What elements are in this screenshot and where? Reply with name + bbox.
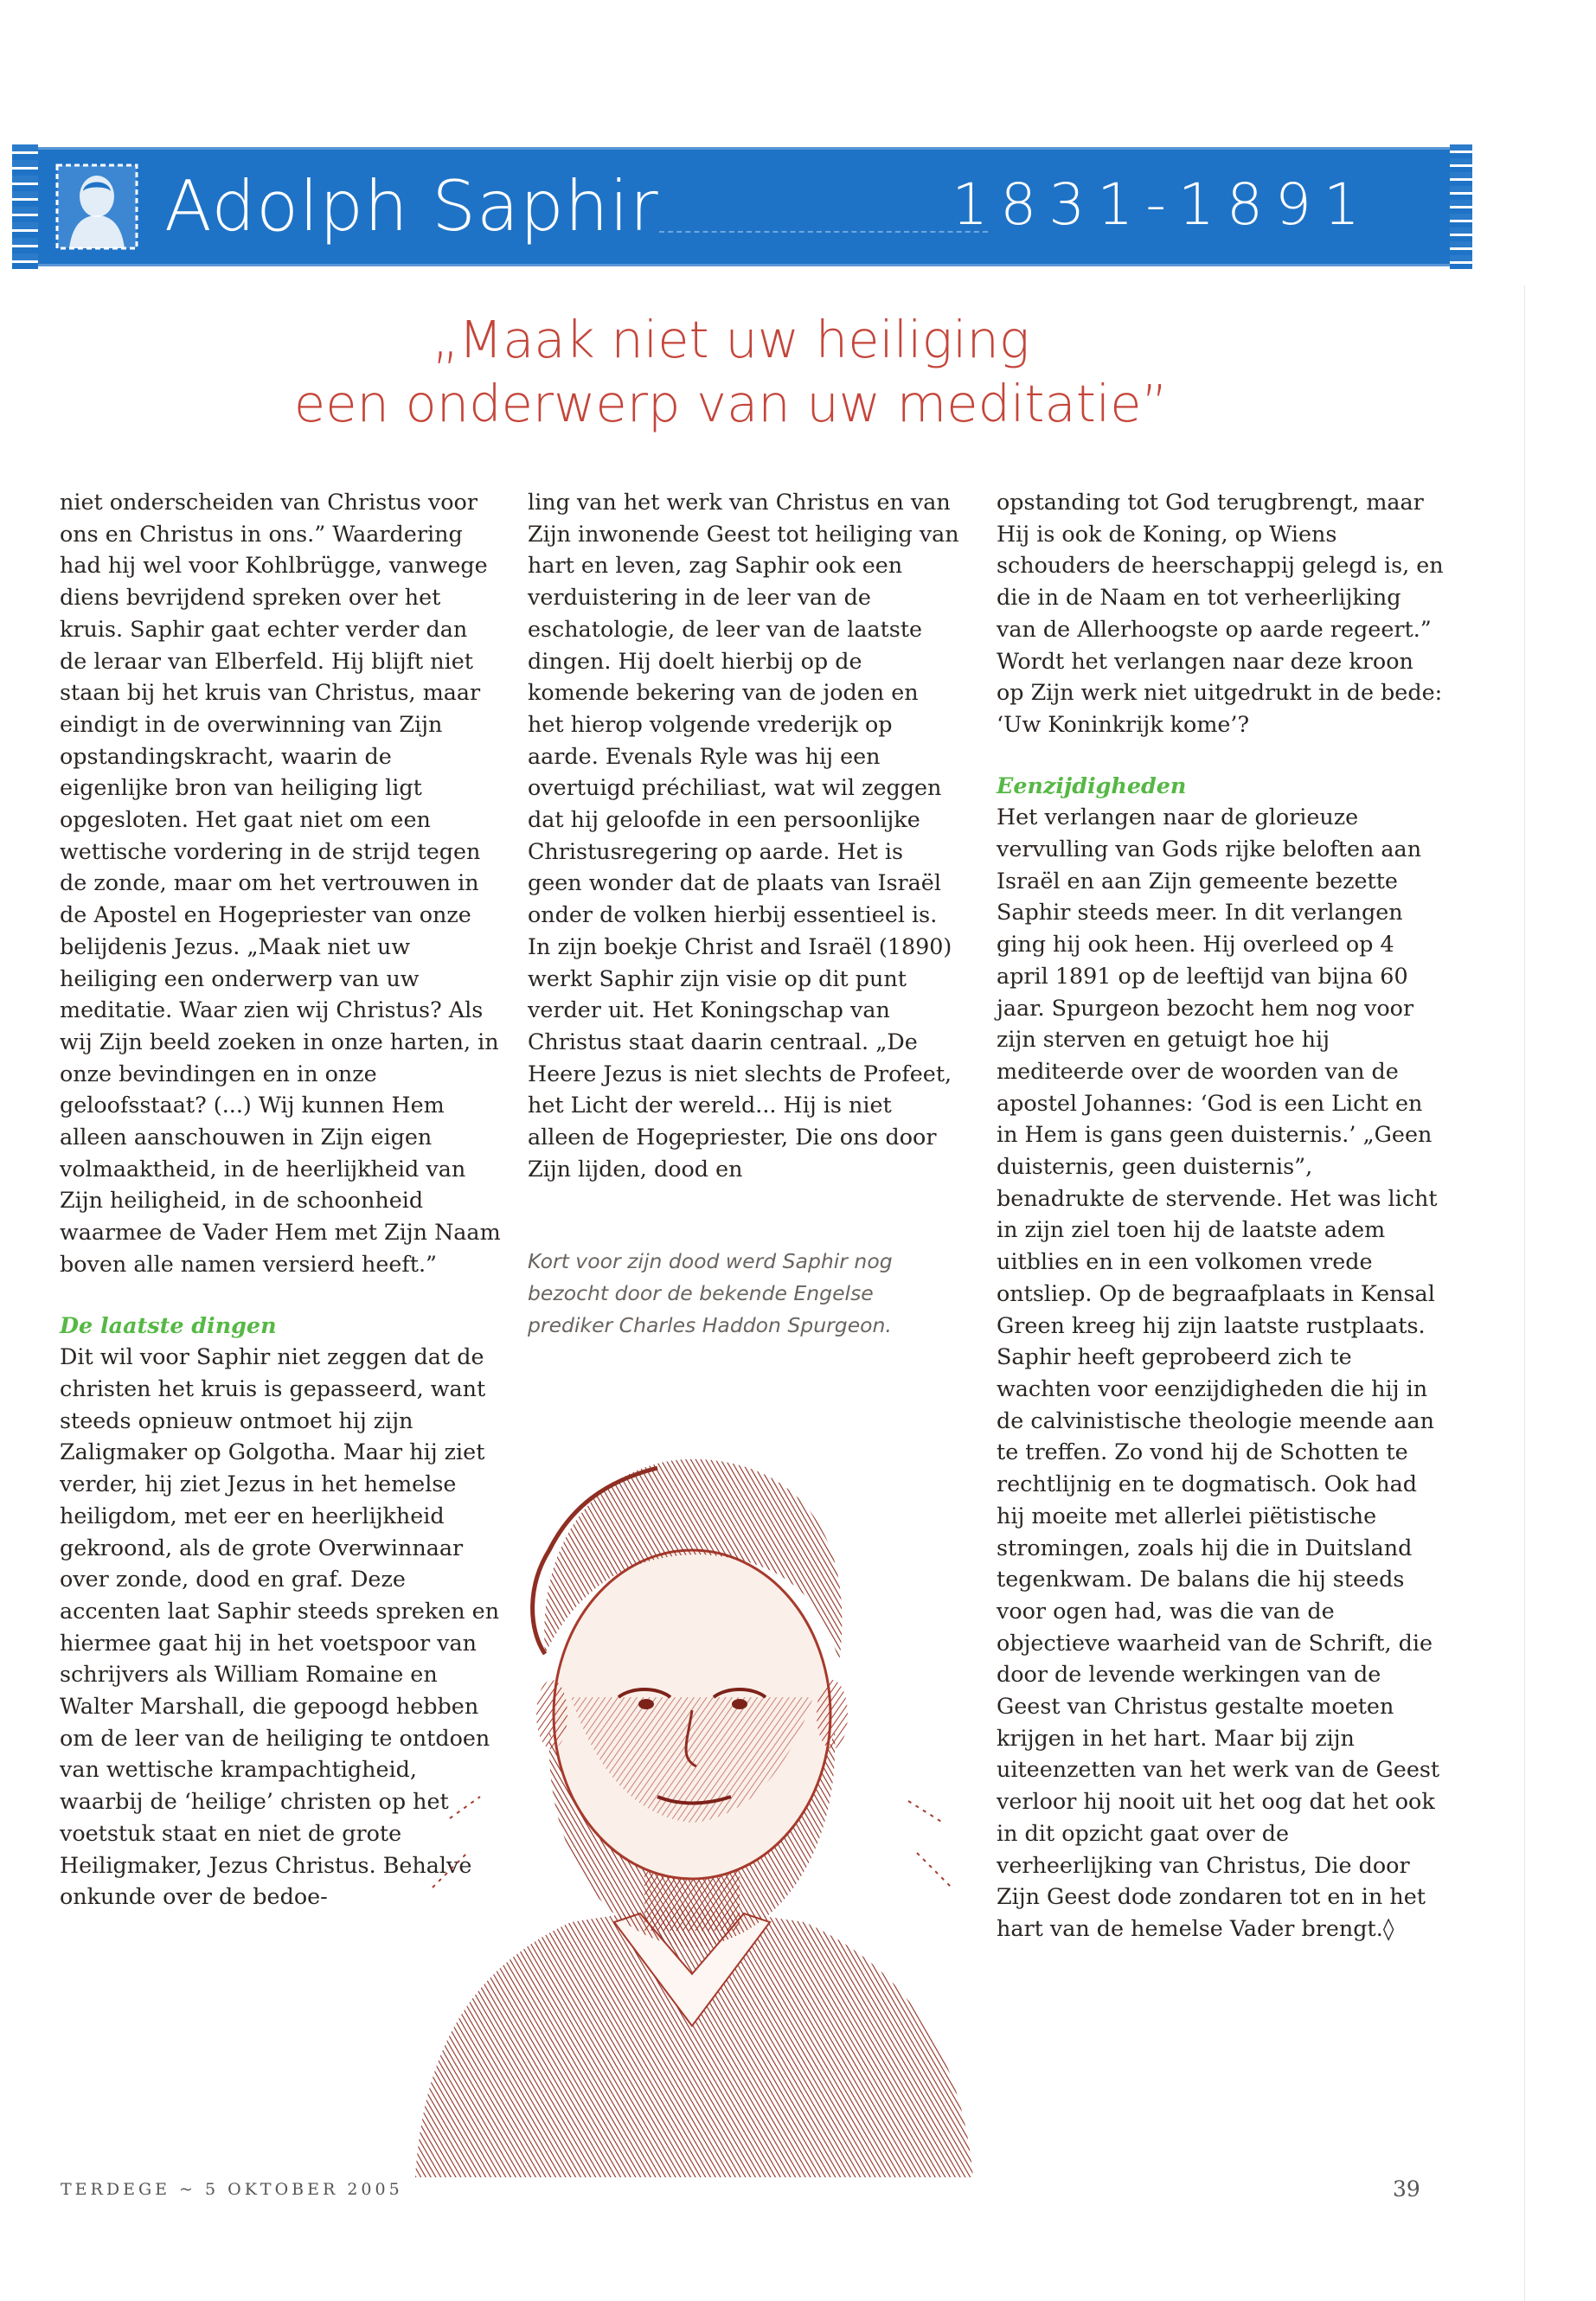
title-banner — [19, 147, 1465, 266]
banner-brush-edge-left — [12, 144, 38, 269]
section-subheading: Eenzijdigheden — [997, 772, 1187, 798]
paragraph: ling van het werk van Christus en van Zijn inwonende Geest tot heiliging van hart en leven, zag Saphir ook een verduistering in de leer van de eschatologie, de leer van de laatste dingen. Hij doelt hierbij op de komende bekering van de joden en het hierop volgende vrederijk op aarde. Evenals Ryle was hij een overtuigd préchiliast, wat wil zeggen dat hij geloofde in een persoonlijke Christusregering op aarde. Het is geen wonder dat de plaats van Israël onder de volken hierbij essentieel is. — [528, 489, 959, 928]
headline-line-2: een onderwerp van uw meditatie” — [293, 374, 1169, 433]
margin-rule — [1524, 285, 1525, 2301]
banner-life-dates: 1831-1891 — [952, 171, 1372, 238]
paragraph: In zijn boekje Christ and Israël (1890) werkt Saphir zijn visie op dit punt verder uit. Het Koningschap van Christus staat daarin centraal. „De Heere Jezus is niet slechts de Profeet, het Licht der wereld... Hij is niet alleen de Hogepriester, Die ons door Zijn lijden, dood en — [528, 933, 952, 1182]
paragraph: opstanding tot God terugbrengt, maar Hij is ook de Koning, op Wiens schouders de heerschappij gelegd is, en die in de Naam en tot verheerlijking van de Allerhoogste op aarde regeert.” Wordt het verlangen naar deze kroon op Zijn werk niet uitgedrukt in de bede: ‘Uw Koninkrijk kome’? — [997, 489, 1444, 737]
image-caption: Kort voor zijn dood werd Saphir nog bezocht door de bekende Engelse prediker Charles Haddon Spurgeon. — [528, 1249, 893, 1337]
section-subheading: De laatste dingen — [60, 1311, 277, 1338]
footer-publication: TERDEGE ~ 5 OKTOBER 2005 — [61, 2180, 403, 2199]
spurgeon-portrait-image — [398, 1368, 986, 2177]
headline-line-1: „Maak niet uw heiliging — [432, 310, 1030, 369]
banner-brush-edge-right — [1450, 144, 1472, 269]
text-column-3 — [997, 486, 1446, 1945]
portrait-emblem-icon — [54, 162, 140, 252]
page-number: 39 — [1393, 2176, 1420, 2202]
paragraph: Saphir heeft geprobeerd zich te wachten voor eenzijdigheden die hij in de calvinistische theologie meende aan te treffen. Zo vond hij de Schotten te rechtlijnig en te dogmatisch. Ook had hij moeite met allerlei piëtistische stromingen, zoals hij die in Duitsland tegenkwam. De balans die hij steeds voor ogen had, was die van de objectieve waarheid van de Schrift, die door de levende werkingen van de Geest van Christus gestalte moeten krijgen in het hart. Maar bij zijn uiteenzetten van het werk van de Geest verloor hij nooit uit het oog dat het ook in dit opzicht gaat over de verheerlijking van Christus, Die door Zijn Geest dode zondaren tot en in het hart van de hemelse Vader brengt.◊ — [997, 1343, 1440, 1941]
text-column-2 — [528, 486, 960, 1184]
paragraph: niet onderscheiden van Christus voor ons en Christus in ons.” Waardering had hij wel voor Kohlbrügge, vanwege diens bevrijdend spreken over het kruis. Saphir gaat echter verder dan de leraar van Elberfeld. Hij blijft niet staan bij het kruis van Christus, maar eindigt in de overwinning van Zijn opstandingskracht, waarin de eigenlijke bron van heiliging ligt opgesloten. Het gaat niet om een wettische vordering in de strijd tegen de zonde, maar om het vertrouwen in de Apostel en Hogepriester van onze belijdenis Jezus. „Maak niet uw heiliging een onderwerp van uw meditatie. Waar zien wij Christus? Als wij Zijn beeld zoeken in onze harten, in onze bevindingen en in onze geloofsstaat? (...) Wij kunnen Hem alleen aanschouwen in Zijn eigen volmaaktheid, in de heerlijkheid van Zijn heiligheid, in de schoonheid waarmee de Vader Hem met Zijn Naam boven alle namen versierd heeft.” — [60, 489, 501, 1277]
pull-quote-headline — [216, 308, 1246, 436]
banner-person-name: Adolph Saphir — [164, 166, 659, 247]
paragraph: Dit wil voor Saphir niet zeggen dat de christen het kruis is gepasseerd, want steeds opnieuw ontmoet hij zijn Zaligmaker op Golgotha. Maar hij ziet verder, hij ziet Jezus in het hemelse heiligdom, met eer en heerlijkheid gekroond, als de grote Overwinnaar over zonde, dood en graf. Deze accenten laat Saphir steeds spreken en hiermee gaat hij in het voetspoor van schrijvers als William Romaine en Walter Marshall, die gepoogd hebben om de leer van de heiliging te ontdoen van wettische krampachtigheid, waarbij de ‘heilige’ christen op het voetstuk staat en niet de grote Heiligmaker, Jezus Christus. Behalve onkunde over de bedoe- — [60, 1343, 500, 1910]
banner-divider — [659, 231, 988, 233]
paragraph: Het verlangen naar de glorieuze vervulling van Gods rijke beloften aan Israël en aan Zijn gemeente bezette Saphir steeds meer. In dit verlangen ging hij ook heen. Hij overleed op 4 april 1891 op de leeftijd van bijna 60 jaar. Spurgeon bezocht hem nog voor zijn sterven en getuigt hoe hij mediteerde over de woorden van de apostel Johannes: ‘God is een Licht en in Hem is gans geen duisternis.’ „Geen duisternis, geen duisternis”, benadrukte de stervende. Het was licht in zijn ziel toen hij de laatste adem uitblies en in een volkomen vrede ontsliep. Op de begraafplaats in Kensal Green kreeg hij zijn laatste rustplaats. — [997, 804, 1438, 1338]
